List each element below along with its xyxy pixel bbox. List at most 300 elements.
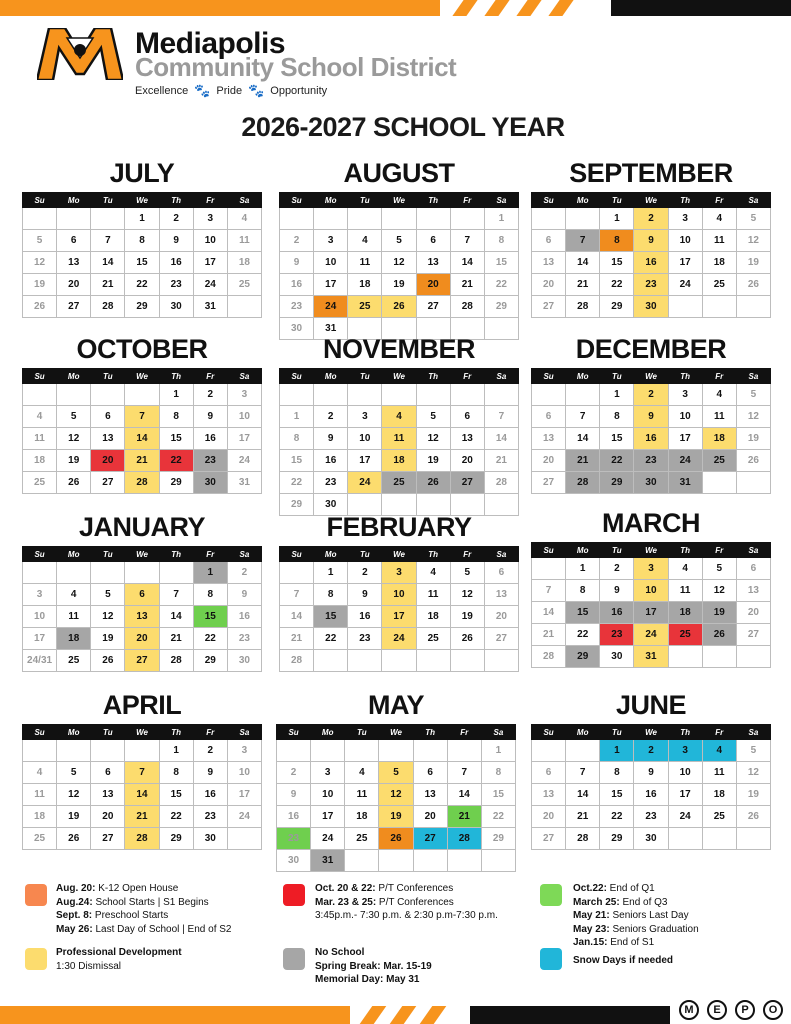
calendar-day: 3 (668, 208, 702, 230)
calendar-day: 6 (125, 584, 159, 606)
calendar-grid (22, 192, 262, 318)
calendar-day: 23 (634, 806, 668, 828)
calendar-day: 2 (314, 406, 348, 428)
calendar-day: 26 (702, 624, 736, 646)
calendar-week-row (280, 628, 519, 650)
empty-day (416, 208, 450, 230)
badge-m: M (679, 1000, 699, 1020)
calendar-day: 3 (668, 740, 702, 762)
weekday-header: We (382, 547, 416, 562)
calendar-day: 23 (277, 828, 311, 850)
calendar-day: 7 (566, 406, 600, 428)
month-august (279, 158, 519, 340)
calendar-day: 26 (23, 296, 57, 318)
calendar-week-row (532, 558, 771, 580)
weekday-header: Th (159, 193, 193, 208)
calendar-day: 21 (91, 274, 125, 296)
weekday-header: Sa (227, 547, 261, 562)
month-title: JULY (109, 158, 175, 188)
calendar-week-row (23, 740, 262, 762)
calendar-day: 5 (382, 230, 416, 252)
weekday-header: Th (416, 193, 450, 208)
calendar-day: 28 (125, 828, 159, 850)
calendar-day: 17 (227, 428, 261, 450)
calendar-day: 27 (416, 296, 450, 318)
calendar-week-row (23, 472, 262, 494)
calendar-day: 19 (416, 450, 450, 472)
empty-day (413, 850, 447, 872)
empty-day (413, 740, 447, 762)
legend-gray-line-0: No School (315, 947, 365, 958)
calendar-day: 11 (23, 784, 57, 806)
badge-p: P (735, 1000, 755, 1020)
calendar-day: 25 (702, 274, 736, 296)
calendar-day: 16 (634, 252, 668, 274)
calendar-day: 24/31 (23, 650, 57, 672)
calendar-day: 20 (416, 274, 450, 296)
calendar-week-row (23, 806, 262, 828)
calendar-day: 25 (348, 296, 382, 318)
calendar-day: 15 (484, 252, 518, 274)
calendar-day: 28 (532, 646, 566, 668)
calendar-day: 16 (600, 602, 634, 624)
calendar-day: 19 (57, 806, 91, 828)
weekday-header: Th (159, 547, 193, 562)
calendar-day: 29 (159, 828, 193, 850)
calendar-day: 12 (379, 784, 413, 806)
weekday-header: Mo (57, 547, 91, 562)
calendar-day: 5 (379, 762, 413, 784)
calendar-day: 18 (702, 784, 736, 806)
weekday-header: Sa (736, 725, 770, 740)
calendar-day: 4 (23, 762, 57, 784)
calendar-day: 17 (382, 606, 416, 628)
calendar-day: 13 (484, 584, 518, 606)
month-september (531, 158, 771, 318)
empty-day (91, 740, 125, 762)
calendar-day: 23 (280, 296, 314, 318)
empty-day (23, 562, 57, 584)
empty-day (277, 740, 311, 762)
calendar-day: 6 (736, 558, 770, 580)
weekday-header: Fr (450, 193, 484, 208)
calendar-day: 21 (125, 450, 159, 472)
weekday-header: Th (413, 725, 447, 740)
weekday-header: Fr (702, 725, 736, 740)
calendar-day: 1 (484, 208, 518, 230)
calendar-day: 7 (450, 230, 484, 252)
calendar-day: 5 (736, 208, 770, 230)
empty-day (57, 208, 91, 230)
calendar-day: 15 (566, 602, 600, 624)
empty-day (702, 472, 736, 494)
month-title: FEBRUARY (326, 512, 472, 542)
legend-green-swatch (540, 884, 562, 906)
weekday-header: We (125, 547, 159, 562)
calendar-day: 20 (736, 602, 770, 624)
calendar-day: 23 (193, 450, 227, 472)
calendar-day: 21 (450, 274, 484, 296)
calendar-day: 14 (484, 428, 518, 450)
paw-icon: 🐾 (194, 83, 211, 98)
calendar-week-row (532, 828, 771, 850)
weekday-header: We (634, 725, 668, 740)
month-december (531, 334, 771, 494)
calendar-day: 13 (125, 606, 159, 628)
calendar-day: 6 (413, 762, 447, 784)
calendar-week-row (277, 784, 516, 806)
calendar-day: 5 (702, 558, 736, 580)
calendar-day: 28 (566, 472, 600, 494)
calendar-day: 20 (57, 274, 91, 296)
calendar-grid (279, 546, 519, 672)
calendar-day: 4 (668, 558, 702, 580)
calendar-week-row (23, 428, 262, 450)
calendar-day: 27 (413, 828, 447, 850)
calendar-day: 28 (566, 296, 600, 318)
calendar-day: 5 (57, 406, 91, 428)
calendar-day: 28 (450, 296, 484, 318)
calendar-week-row (23, 828, 262, 850)
calendar-day: 17 (23, 628, 57, 650)
calendar-day: 29 (484, 296, 518, 318)
calendar-day: 13 (91, 428, 125, 450)
calendar-day: 20 (125, 628, 159, 650)
empty-day (668, 296, 702, 318)
calendar-day: 12 (416, 428, 450, 450)
calendar-day: 4 (702, 740, 736, 762)
calendar-day: 26 (57, 472, 91, 494)
calendar-day: 23 (634, 274, 668, 296)
weekday-header: Th (668, 369, 702, 384)
empty-day (379, 850, 413, 872)
legend-green (573, 882, 699, 950)
calendar-day: 21 (159, 628, 193, 650)
calendar-day: 10 (227, 406, 261, 428)
calendar-day: 2 (227, 562, 261, 584)
calendar-day: 30 (280, 318, 314, 340)
calendar-day: 13 (532, 428, 566, 450)
legend-green-line-3: May 23: Seniors Graduation (573, 923, 699, 935)
calendar-week-row (532, 806, 771, 828)
calendar-day: 5 (57, 762, 91, 784)
calendar-day: 20 (413, 806, 447, 828)
calendar-day: 12 (736, 762, 770, 784)
calendar-week-row (280, 650, 519, 672)
legend-blue-line: Snow Days if needed (573, 955, 674, 966)
legend-yellow (56, 946, 182, 973)
calendar-day: 3 (23, 584, 57, 606)
calendar-day: 10 (668, 762, 702, 784)
calendar-day: 10 (668, 230, 702, 252)
calendar-week-row (532, 472, 771, 494)
calendar-day: 7 (566, 230, 600, 252)
empty-day (280, 384, 314, 406)
calendar-day: 10 (382, 584, 416, 606)
calendar-day: 30 (600, 646, 634, 668)
calendar-week-row (280, 562, 519, 584)
calendar-day: 1 (193, 562, 227, 584)
calendar-day: 25 (702, 450, 736, 472)
calendar-day: 13 (416, 252, 450, 274)
calendar-day: 17 (668, 252, 702, 274)
empty-day (566, 208, 600, 230)
calendar-day: 4 (227, 208, 261, 230)
calendar-day: 13 (532, 784, 566, 806)
calendar-day: 18 (702, 252, 736, 274)
empty-day (416, 384, 450, 406)
empty-day (447, 850, 481, 872)
calendar-day: 9 (280, 252, 314, 274)
empty-day (382, 208, 416, 230)
empty-day (311, 740, 345, 762)
calendar-week-row (280, 296, 519, 318)
calendar-day: 18 (345, 806, 379, 828)
weekday-header: Tu (348, 547, 382, 562)
weekday-header: Mo (314, 547, 348, 562)
empty-day (484, 650, 518, 672)
calendar-day: 15 (280, 450, 314, 472)
calendar-day: 4 (23, 406, 57, 428)
calendar-day: 14 (566, 252, 600, 274)
legend-red (315, 882, 498, 923)
calendar-day: 18 (668, 602, 702, 624)
calendar-week-row (23, 230, 262, 252)
calendar-day: 4 (348, 230, 382, 252)
empty-day (23, 384, 57, 406)
calendar-day: 29 (600, 828, 634, 850)
calendar-day: 28 (566, 828, 600, 850)
calendar-day: 27 (532, 828, 566, 850)
calendar-day: 25 (23, 472, 57, 494)
calendar-day: 9 (193, 406, 227, 428)
calendar-day: 25 (57, 650, 91, 672)
calendar-week-row (280, 428, 519, 450)
calendar-day: 7 (532, 580, 566, 602)
empty-day (382, 650, 416, 672)
legend-yellow-title: Professional Development (56, 947, 182, 958)
month-title: SEPTEMBER (569, 158, 733, 188)
weekday-header: We (125, 369, 159, 384)
empty-day (280, 562, 314, 584)
weekday-header: Fr (702, 193, 736, 208)
calendar-week-row (532, 602, 771, 624)
empty-day (702, 296, 736, 318)
legend-blue-swatch (540, 948, 562, 970)
legend-gray (315, 946, 432, 987)
empty-day (227, 296, 261, 318)
calendar-day: 15 (125, 252, 159, 274)
empty-day (348, 384, 382, 406)
empty-day (668, 646, 702, 668)
weekday-header: Mo (566, 725, 600, 740)
calendar-week-row (23, 384, 262, 406)
calendar-day: 10 (227, 762, 261, 784)
calendar-week-row (532, 406, 771, 428)
empty-day (447, 740, 481, 762)
calendar-day: 25 (416, 628, 450, 650)
weekday-header: Sa (484, 547, 518, 562)
calendar-day: 16 (634, 784, 668, 806)
calendar-grid (22, 546, 262, 672)
calendar-day: 29 (481, 828, 515, 850)
weekday-header: Th (668, 725, 702, 740)
calendar-day: 3 (668, 384, 702, 406)
calendar-day: 26 (736, 450, 770, 472)
calendar-week-row (280, 384, 519, 406)
calendar-day: 7 (91, 230, 125, 252)
legend-yellow-swatch (25, 948, 47, 970)
weekday-header: We (634, 369, 668, 384)
calendar-week-row (280, 274, 519, 296)
empty-day (702, 646, 736, 668)
calendar-day: 20 (532, 450, 566, 472)
calendar-day: 26 (416, 472, 450, 494)
calendar-week-row (280, 406, 519, 428)
calendar-day: 23 (634, 450, 668, 472)
calendar-grid (279, 192, 519, 340)
calendar-day: 19 (736, 252, 770, 274)
calendar-day: 13 (57, 252, 91, 274)
calendar-day: 6 (91, 762, 125, 784)
calendar-day: 22 (484, 274, 518, 296)
calendar-day: 11 (345, 784, 379, 806)
legend-gray-swatch (283, 948, 305, 970)
calendar-day: 7 (566, 762, 600, 784)
calendar-day: 25 (668, 624, 702, 646)
calendar-day: 9 (634, 762, 668, 784)
empty-day (532, 384, 566, 406)
legend-green-line-4: Jan.15: End of S1 (573, 937, 655, 948)
calendar-day: 18 (382, 450, 416, 472)
calendar-week-row (23, 628, 262, 650)
weekday-header: Fr (450, 369, 484, 384)
district-motto (135, 83, 327, 99)
weekday-header: Su (280, 193, 314, 208)
calendar-day: 23 (227, 628, 261, 650)
weekday-header: Fr (450, 547, 484, 562)
calendar-day: 8 (600, 230, 634, 252)
calendar-week-row (532, 230, 771, 252)
calendar-day: 8 (314, 584, 348, 606)
calendar-week-row (532, 646, 771, 668)
calendar-day: 14 (125, 784, 159, 806)
legend-gray-line-2: Memorial Day: May 31 (315, 974, 420, 985)
weekday-header: Fr (702, 543, 736, 558)
calendar-day: 8 (159, 762, 193, 784)
district-name: Mediapolis (135, 27, 286, 60)
calendar-day: 27 (532, 472, 566, 494)
calendar-day: 16 (348, 606, 382, 628)
calendar-day: 2 (634, 740, 668, 762)
calendar-day: 22 (566, 624, 600, 646)
badge-e: E (707, 1000, 727, 1020)
calendar-day: 21 (566, 806, 600, 828)
legend-green-line-0: Oct.22: End of Q1 (573, 883, 655, 894)
month-title: MAY (367, 690, 425, 720)
empty-day (345, 850, 379, 872)
calendar-day: 22 (600, 806, 634, 828)
calendar-day: 1 (314, 562, 348, 584)
calendar-day: 26 (57, 828, 91, 850)
calendar-day: 11 (702, 230, 736, 252)
empty-day (532, 740, 566, 762)
calendar-day: 8 (159, 406, 193, 428)
calendar-week-row (277, 850, 516, 872)
weekday-header: Tu (91, 547, 125, 562)
calendar-week-row (23, 252, 262, 274)
calendar-day: 14 (450, 252, 484, 274)
weekday-header: Fr (193, 193, 227, 208)
calendar-day: 22 (193, 628, 227, 650)
weekday-header: Th (668, 193, 702, 208)
empty-day (348, 650, 382, 672)
weekday-header: Su (532, 369, 566, 384)
calendar-day: 6 (532, 406, 566, 428)
calendar-day: 27 (532, 296, 566, 318)
calendar-day: 1 (566, 558, 600, 580)
calendar-day: 26 (379, 828, 413, 850)
empty-day (57, 384, 91, 406)
weekday-header: Mo (57, 193, 91, 208)
month-april (22, 690, 262, 850)
calendar-day: 17 (634, 602, 668, 624)
calendar-week-row (23, 606, 262, 628)
calendar-week-row (280, 252, 519, 274)
calendar-week-row (532, 274, 771, 296)
calendar-day: 22 (314, 628, 348, 650)
calendar-week-row (532, 384, 771, 406)
calendar-day: 24 (227, 806, 261, 828)
calendar-day: 18 (416, 606, 450, 628)
calendar-day: 30 (227, 650, 261, 672)
empty-day (702, 828, 736, 850)
weekday-header: Su (280, 547, 314, 562)
calendar-week-row (532, 740, 771, 762)
calendar-day: 23 (600, 624, 634, 646)
calendar-day: 12 (382, 252, 416, 274)
district-subtitle: Community School District (135, 52, 457, 82)
weekday-header: Tu (91, 193, 125, 208)
calendar-day: 2 (193, 740, 227, 762)
calendar-day: 4 (702, 384, 736, 406)
calendar-day: 11 (416, 584, 450, 606)
top-accent-bar (0, 0, 791, 16)
month-november (279, 334, 519, 516)
calendar-day: 27 (57, 296, 91, 318)
calendar-day: 6 (532, 230, 566, 252)
weekday-header: Mo (314, 193, 348, 208)
calendar-day: 15 (481, 784, 515, 806)
calendar-day: 26 (736, 274, 770, 296)
weekday-header: Fr (193, 547, 227, 562)
calendar-day: 19 (382, 274, 416, 296)
calendar-day: 15 (600, 252, 634, 274)
month-title: NOVEMBER (322, 334, 475, 364)
calendar-day: 10 (314, 252, 348, 274)
calendar-week-row (532, 428, 771, 450)
calendar-day: 1 (600, 208, 634, 230)
empty-day (379, 740, 413, 762)
calendar-day: 14 (125, 428, 159, 450)
weekday-header: We (379, 725, 413, 740)
calendar-day: 19 (450, 606, 484, 628)
empty-day (91, 562, 125, 584)
calendar-day: 11 (227, 230, 261, 252)
legend-red-line-2: 3:45p.m.- 7:30 p.m. & 2:30 p.m-7:30 p.m. (315, 910, 498, 921)
weekday-header: Tu (348, 193, 382, 208)
weekday-header: Su (532, 193, 566, 208)
